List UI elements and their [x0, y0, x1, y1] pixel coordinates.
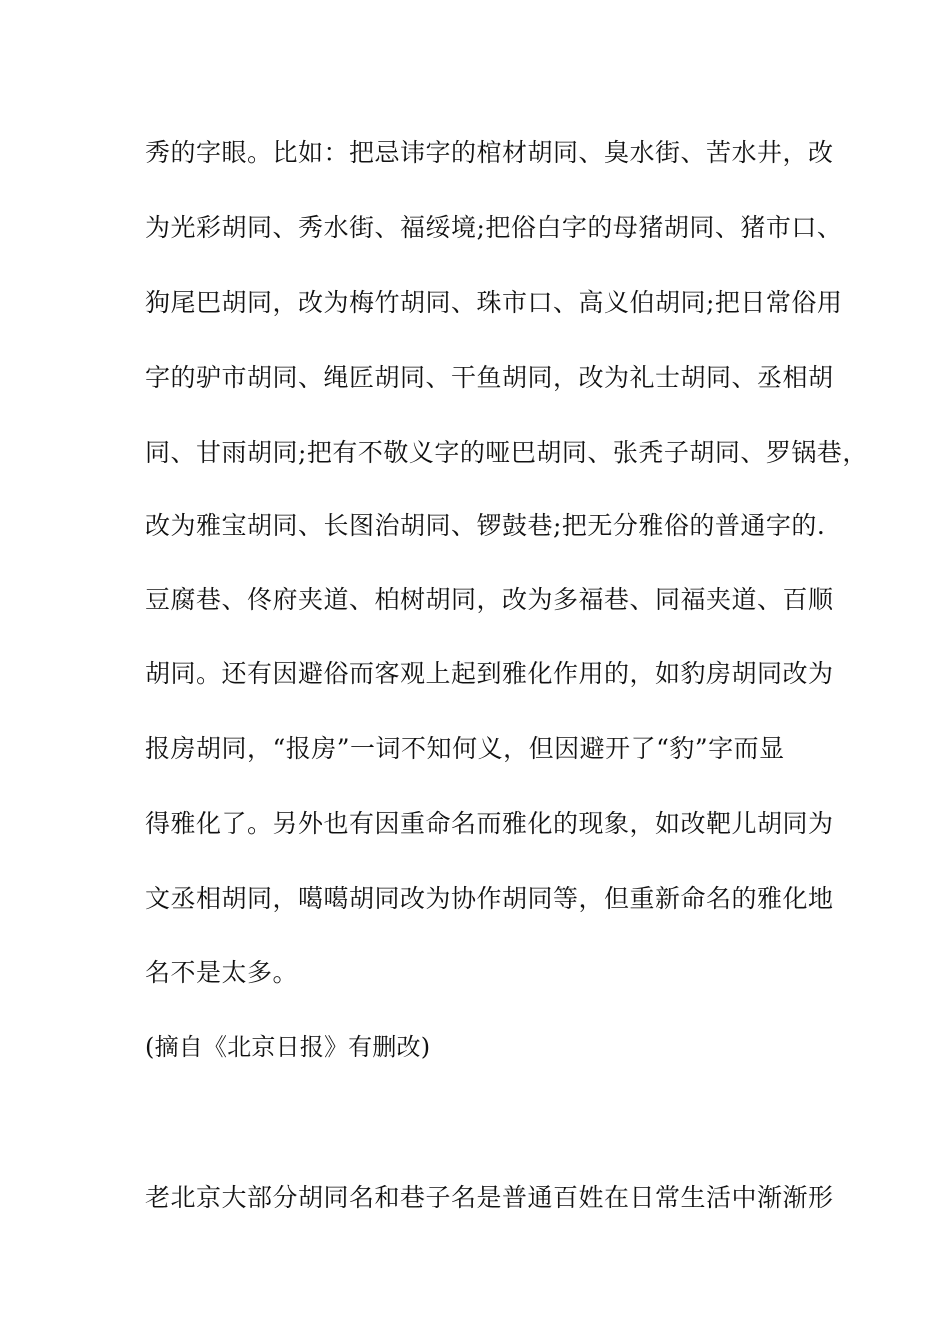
paragraph-line: 老北京大部分胡同名和巷子名是普通百姓在日常生活中渐渐形	[145, 1183, 834, 1212]
paragraph-line: 同、甘雨胡同;把有不敬义字的哑巴胡同、张秃子胡同、罗锅巷，	[145, 438, 868, 467]
paragraph-line: 字的驴市胡同、绳匠胡同、干鱼胡同，改为礼士胡同、丞相胡	[145, 363, 834, 392]
paragraph-line: 狗尾巴胡同，改为梅竹胡同、珠市口、高义伯胡同;把日常俗用	[145, 288, 843, 317]
paragraph-line: 改为雅宝胡同、长图治胡同、锣鼓巷;把无分雅俗的普通字的.	[145, 511, 826, 540]
paragraph-line: 豆腐巷、佟府夹道、柏树胡同，改为多福巷、同福夹道、百顺	[145, 585, 834, 614]
paragraph-line: 得雅化了。另外也有因重命名而雅化的现象，如改靶儿胡同为	[145, 809, 834, 838]
paragraph-line: 名不是太多。	[145, 958, 299, 987]
paragraph-line: 报房胡同，“报房”一词不知何义，但因避开了“豹”字而显	[145, 734, 785, 763]
paragraph-line: 为光彩胡同、秀水街、福绥境;把俗白字的母猪胡同、猪市口、	[145, 213, 843, 242]
paragraph-line: 胡同。还有因避俗而客观上起到雅化作用的，如豹房胡同改为	[145, 659, 834, 688]
source-citation: (摘自《北京日报》有删改)	[145, 1033, 431, 1061]
paragraph-line: 秀的字眼。比如：把忌讳字的棺材胡同、臭水街、苦水井，改	[145, 138, 834, 167]
paragraph-line: 文丞相胡同，噶噶胡同改为协作胡同等，但重新命名的雅化地	[145, 884, 834, 913]
